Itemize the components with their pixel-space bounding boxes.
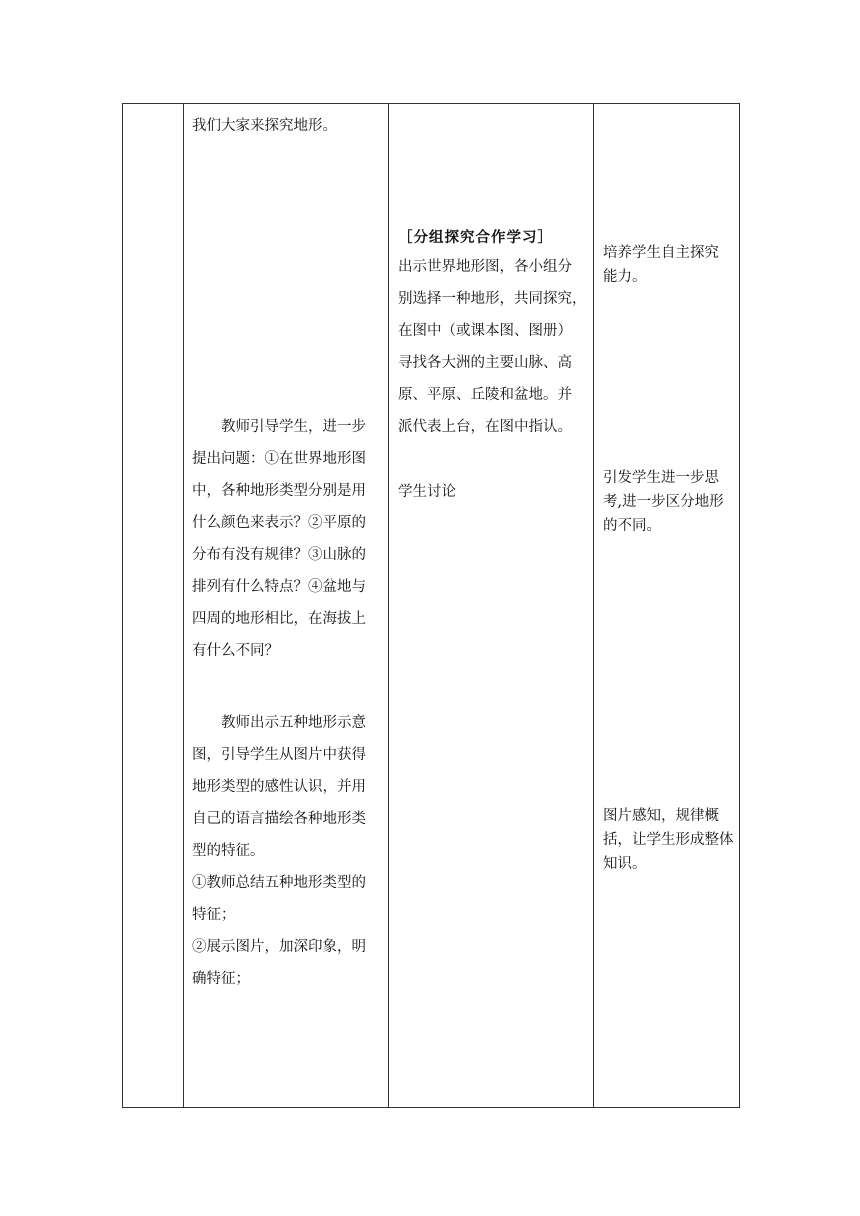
group-line: 寻找各大洲的主要山脉、高 — [398, 355, 572, 371]
show-line: 确特征； — [192, 971, 250, 987]
teacher-questions — [192, 411, 380, 667]
show-line: ②展示图片，加深印象，明 — [192, 939, 366, 955]
question-line: 什么颜色来表示？②平原的 — [192, 515, 366, 531]
teacher-show-images — [192, 707, 380, 995]
show-line: ①教师总结五种地形类型的 — [192, 875, 366, 891]
show-line: 自己的语言描绘各种地形类 — [192, 811, 366, 827]
teacher-activity-cell — [184, 104, 389, 1108]
aim-line: 能力。 — [603, 269, 647, 285]
stage-column-cell — [123, 104, 184, 1108]
lesson-plan-table — [122, 103, 740, 1108]
question-line: 排列有什么特点？④盆地与 — [192, 579, 366, 595]
design-aim-3 — [603, 804, 733, 876]
aim-line: 考,进一步区分地形 — [603, 494, 724, 510]
group-study-heading: ［分组探究合作学习］ — [398, 229, 553, 246]
question-line: 分布有没有规律？③山脉的 — [192, 547, 366, 563]
group-line: 派代表上台，在图中指认。 — [398, 419, 572, 435]
question-line: 中，各种地形类型分别是用 — [192, 483, 366, 499]
aim-line: 图片感知，规律概 — [603, 808, 719, 824]
design-aim-2 — [603, 466, 733, 538]
aim-line: 引发学生进一步思 — [603, 470, 719, 486]
student-discussion: 学生讨论 — [398, 484, 456, 500]
question-line: 教师引导学生，进一步 — [221, 419, 366, 435]
question-line: 提出问题：①在世界地形图 — [192, 451, 366, 467]
group-line: 出示世界地形图，各小组分 — [398, 259, 572, 275]
question-line: 四周的地形相比，在海拔上 — [192, 611, 366, 627]
design-aim-1 — [603, 241, 733, 289]
show-line: 型的特征。 — [192, 843, 265, 859]
table-row — [123, 104, 740, 1108]
group-line: 别选择一种地形，共同探究， — [398, 291, 587, 307]
aim-line: 括，让学生形成整体 — [603, 832, 734, 848]
aim-line: 培养学生自主探究 — [603, 245, 719, 261]
show-line: 地形类型的感性认识，并用 — [192, 779, 366, 795]
question-line: 有什么不同？ — [192, 643, 279, 659]
group-line: 在图中（或课本图、图册） — [398, 323, 572, 339]
show-line: 图，引导学生从图片中获得 — [192, 747, 366, 763]
aim-line: 知识。 — [603, 856, 647, 872]
aim-line: 的不同。 — [603, 518, 661, 534]
group-line: 原、平原、丘陵和盆地。并 — [398, 387, 572, 403]
group-study-text — [398, 251, 586, 443]
show-line: 教师出示五种地形示意 — [221, 715, 366, 731]
design-intent-cell — [594, 104, 740, 1108]
intro-text: 我们大家来探究地形。 — [192, 118, 337, 134]
student-activity-cell — [389, 104, 594, 1108]
show-line: 特征； — [192, 907, 236, 923]
